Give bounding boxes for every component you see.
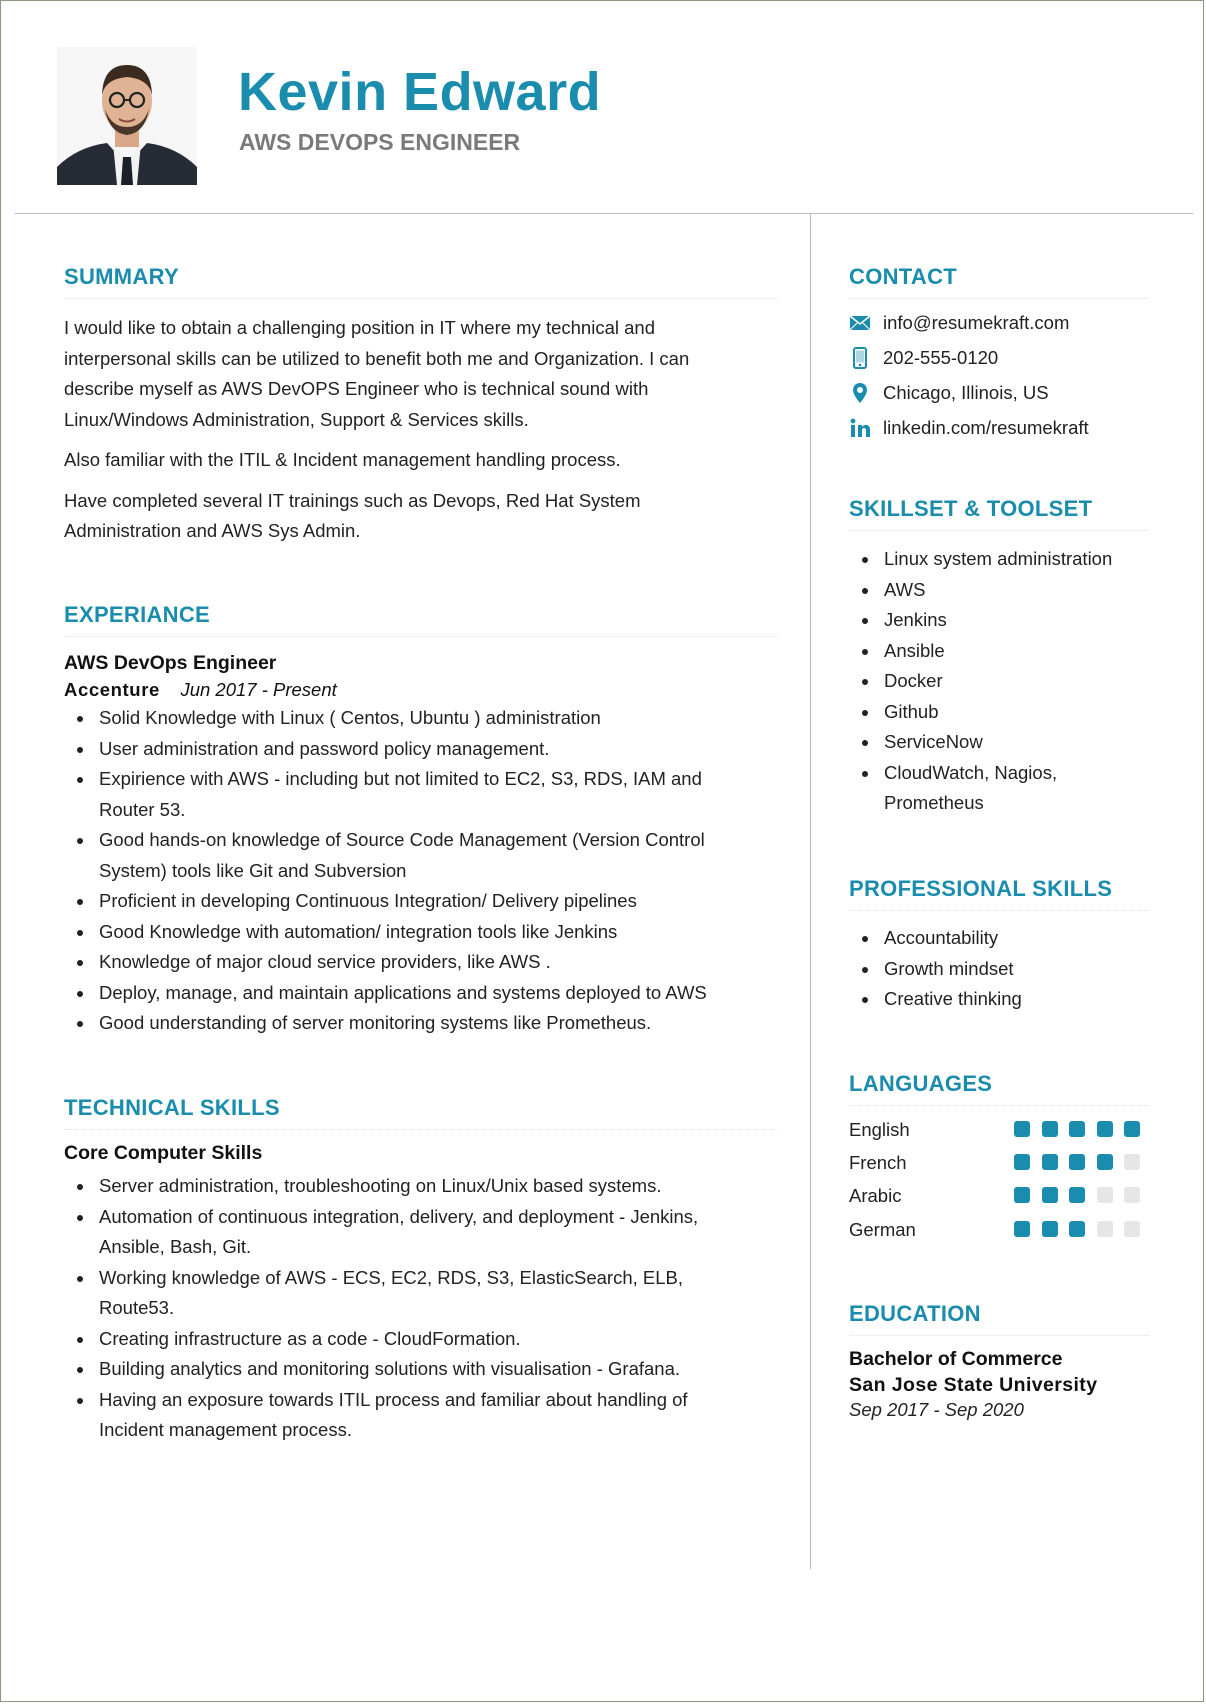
- education-heading: EDUCATION: [849, 1301, 981, 1326]
- header-divider: [15, 213, 1193, 214]
- level-dot-empty: [1097, 1221, 1113, 1237]
- language-name: English: [849, 1119, 910, 1140]
- list-item: Automation of continuous integration, delivery, and deployment - Jenkins, Ansible, Bash, Git.: [64, 1202, 749, 1263]
- contact-heading: CONTACT: [849, 264, 958, 289]
- language-row: [849, 1148, 1149, 1178]
- contact-linkedin-text: linkedin.com/resumekraft: [883, 417, 1089, 438]
- list-item: Server administration, troubleshooting on Linux/Unix based systems.: [64, 1171, 764, 1202]
- level-dot-filled: [1097, 1154, 1113, 1170]
- education-degree: Bachelor of Commerce: [849, 1348, 1063, 1370]
- list-item: Creating infrastructure as a code - CloudFormation.: [64, 1324, 764, 1355]
- list-item: AWS: [849, 575, 1149, 606]
- level-dot-filled: [1014, 1221, 1030, 1237]
- education-school: San Jose State University: [849, 1374, 1098, 1396]
- list-item: Creative thinking: [849, 984, 1149, 1015]
- technical-skills-block: [64, 1139, 764, 1446]
- experience-bullets: [64, 703, 764, 1039]
- language-name: German: [849, 1219, 916, 1240]
- list-item: Having an exposure towards ITIL process and familiar about handling of Incident management process.: [64, 1385, 749, 1446]
- phone-icon: [849, 347, 871, 369]
- technical-skills-rule: [64, 1129, 778, 1130]
- level-dot-filled: [1014, 1187, 1030, 1203]
- list-item: Good understanding of server monitoring systems like Prometheus.: [64, 1008, 764, 1039]
- contact-phone[interactable]: [849, 343, 998, 373]
- list-item: Ansible: [849, 636, 1149, 667]
- languages-rule: [849, 1105, 1149, 1106]
- experience-meta: [64, 677, 764, 703]
- contact-email-text: info@resumekraft.com: [883, 312, 1070, 333]
- envelope-icon: [849, 312, 871, 334]
- technical-bullets: [64, 1171, 764, 1446]
- skillset-rule: [849, 530, 1149, 531]
- list-item: Deploy, manage, and maintain applications and systems deployed to AWS: [64, 978, 764, 1009]
- candidate-name: Kevin Edward: [238, 62, 602, 122]
- language-level: [1014, 1187, 1152, 1203]
- summary-paragraph: I would like to obtain a challenging position in IT where my technical and interpersonal skills can be utilized to benefit both me and Organization. I can describe myself as AWS DevOPS Engineer who is technical sound with Linux/Windows Administration, Support & Services skills.: [64, 317, 690, 430]
- level-dot-empty: [1124, 1187, 1140, 1203]
- contact-linkedin[interactable]: [849, 413, 1089, 443]
- list-item: Linux system administration: [849, 544, 1149, 575]
- experience-role: AWS DevOps Engineer: [64, 652, 277, 674]
- level-dot-filled: [1069, 1221, 1085, 1237]
- list-item: Solid Knowledge with Linux ( Centos, Ubuntu ) administration: [64, 703, 764, 734]
- technical-subheading: Core Computer Skills: [64, 1142, 263, 1164]
- contact-phone-text: 202-555-0120: [883, 347, 999, 368]
- list-item: Expirience with AWS - including but not limited to EC2, S3, RDS, IAM and Router 53.: [64, 764, 719, 825]
- summary-paragraph: Also familiar with the ITIL & Incident management handling process.: [64, 449, 621, 470]
- professional-skills-rule: [849, 910, 1149, 911]
- contact-rule: [849, 298, 1149, 299]
- language-name: Arabic: [849, 1185, 902, 1206]
- education-dates: Sep 2017 - Sep 2020: [849, 1399, 1024, 1420]
- experience-heading: EXPERIANCE: [64, 602, 211, 627]
- profile-photo: [57, 47, 197, 185]
- level-dot-filled: [1069, 1154, 1085, 1170]
- professional-skills-heading: PROFESSIONAL SKILLS: [849, 876, 1113, 901]
- summary-paragraph: Have completed several IT trainings such as Devops, Red Hat System Administration and AWS Sys Admin.: [64, 489, 641, 541]
- level-dot-filled: [1042, 1187, 1058, 1203]
- list-item: Good Knowledge with automation/ integration tools like Jenkins: [64, 917, 764, 948]
- language-level: [1014, 1221, 1152, 1237]
- summary-body: [64, 313, 744, 557]
- list-item: Docker: [849, 666, 1149, 697]
- level-dot-empty: [1124, 1154, 1140, 1170]
- skillset-heading: SKILLSET & TOOLSET: [849, 496, 1093, 521]
- level-dot-empty: [1097, 1187, 1113, 1203]
- language-row: [849, 1215, 1149, 1245]
- level-dot-filled: [1042, 1221, 1058, 1237]
- list-item: Working knowledge of AWS - ECS, EC2, RDS, S3, ElasticSearch, ELB, Route53.: [64, 1263, 749, 1324]
- level-dot-filled: [1069, 1121, 1085, 1137]
- level-dot-filled: [1124, 1121, 1140, 1137]
- level-dot-filled: [1014, 1121, 1030, 1137]
- list-item: Accountability: [849, 923, 1149, 954]
- map-pin-icon: [849, 382, 871, 404]
- list-item: Proficient in developing Continuous Integration/ Delivery pipelines: [64, 886, 764, 917]
- language-name: French: [849, 1152, 907, 1173]
- list-item: Github: [849, 697, 1149, 728]
- education-rule: [849, 1335, 1149, 1336]
- list-item: Building analytics and monitoring solutions with visualisation - Grafana.: [64, 1354, 764, 1385]
- contact-location-text: Chicago, Illinois, US: [883, 382, 1049, 403]
- list-item: Knowledge of major cloud service providers, like AWS .: [64, 947, 764, 978]
- list-item: Growth mindset: [849, 954, 1149, 985]
- education-entry: [849, 1346, 1179, 1422]
- experience-dates: Jun 2017 - Present: [180, 679, 337, 700]
- list-item: Jenkins: [849, 605, 1149, 636]
- summary-rule: [64, 298, 778, 299]
- contact-email[interactable]: [849, 308, 1069, 338]
- linkedin-icon: [849, 417, 871, 439]
- experience-entry: [64, 649, 764, 1039]
- language-row: [849, 1181, 1149, 1211]
- level-dot-filled: [1042, 1154, 1058, 1170]
- language-level: [1014, 1121, 1152, 1137]
- level-dot-empty: [1124, 1221, 1140, 1237]
- list-item: Good hands-on knowledge of Source Code Management (Version Control System) tools like Git and Subversion: [64, 825, 764, 886]
- experience-company: Accenture: [64, 679, 160, 700]
- avatar-illustration: [57, 47, 197, 185]
- skillset-list: [849, 544, 1149, 819]
- experience-rule: [64, 636, 778, 637]
- contact-location: [849, 378, 1049, 408]
- technical-skills-heading: TECHNICAL SKILLS: [64, 1095, 280, 1120]
- language-row: [849, 1115, 1149, 1145]
- level-dot-filled: [1097, 1121, 1113, 1137]
- level-dot-filled: [1069, 1187, 1085, 1203]
- list-item: CloudWatch, Nagios, Prometheus: [849, 758, 1084, 819]
- professional-skills-list: [849, 923, 1149, 1015]
- summary-heading: SUMMARY: [64, 264, 179, 289]
- language-level: [1014, 1154, 1152, 1170]
- level-dot-filled: [1014, 1154, 1030, 1170]
- column-divider: [810, 214, 811, 1569]
- list-item: ServiceNow: [849, 727, 1149, 758]
- level-dot-filled: [1042, 1121, 1058, 1137]
- job-title: AWS DEVOPS ENGINEER: [239, 129, 521, 155]
- languages-heading: LANGUAGES: [849, 1071, 993, 1096]
- list-item: User administration and password policy management.: [64, 734, 764, 765]
